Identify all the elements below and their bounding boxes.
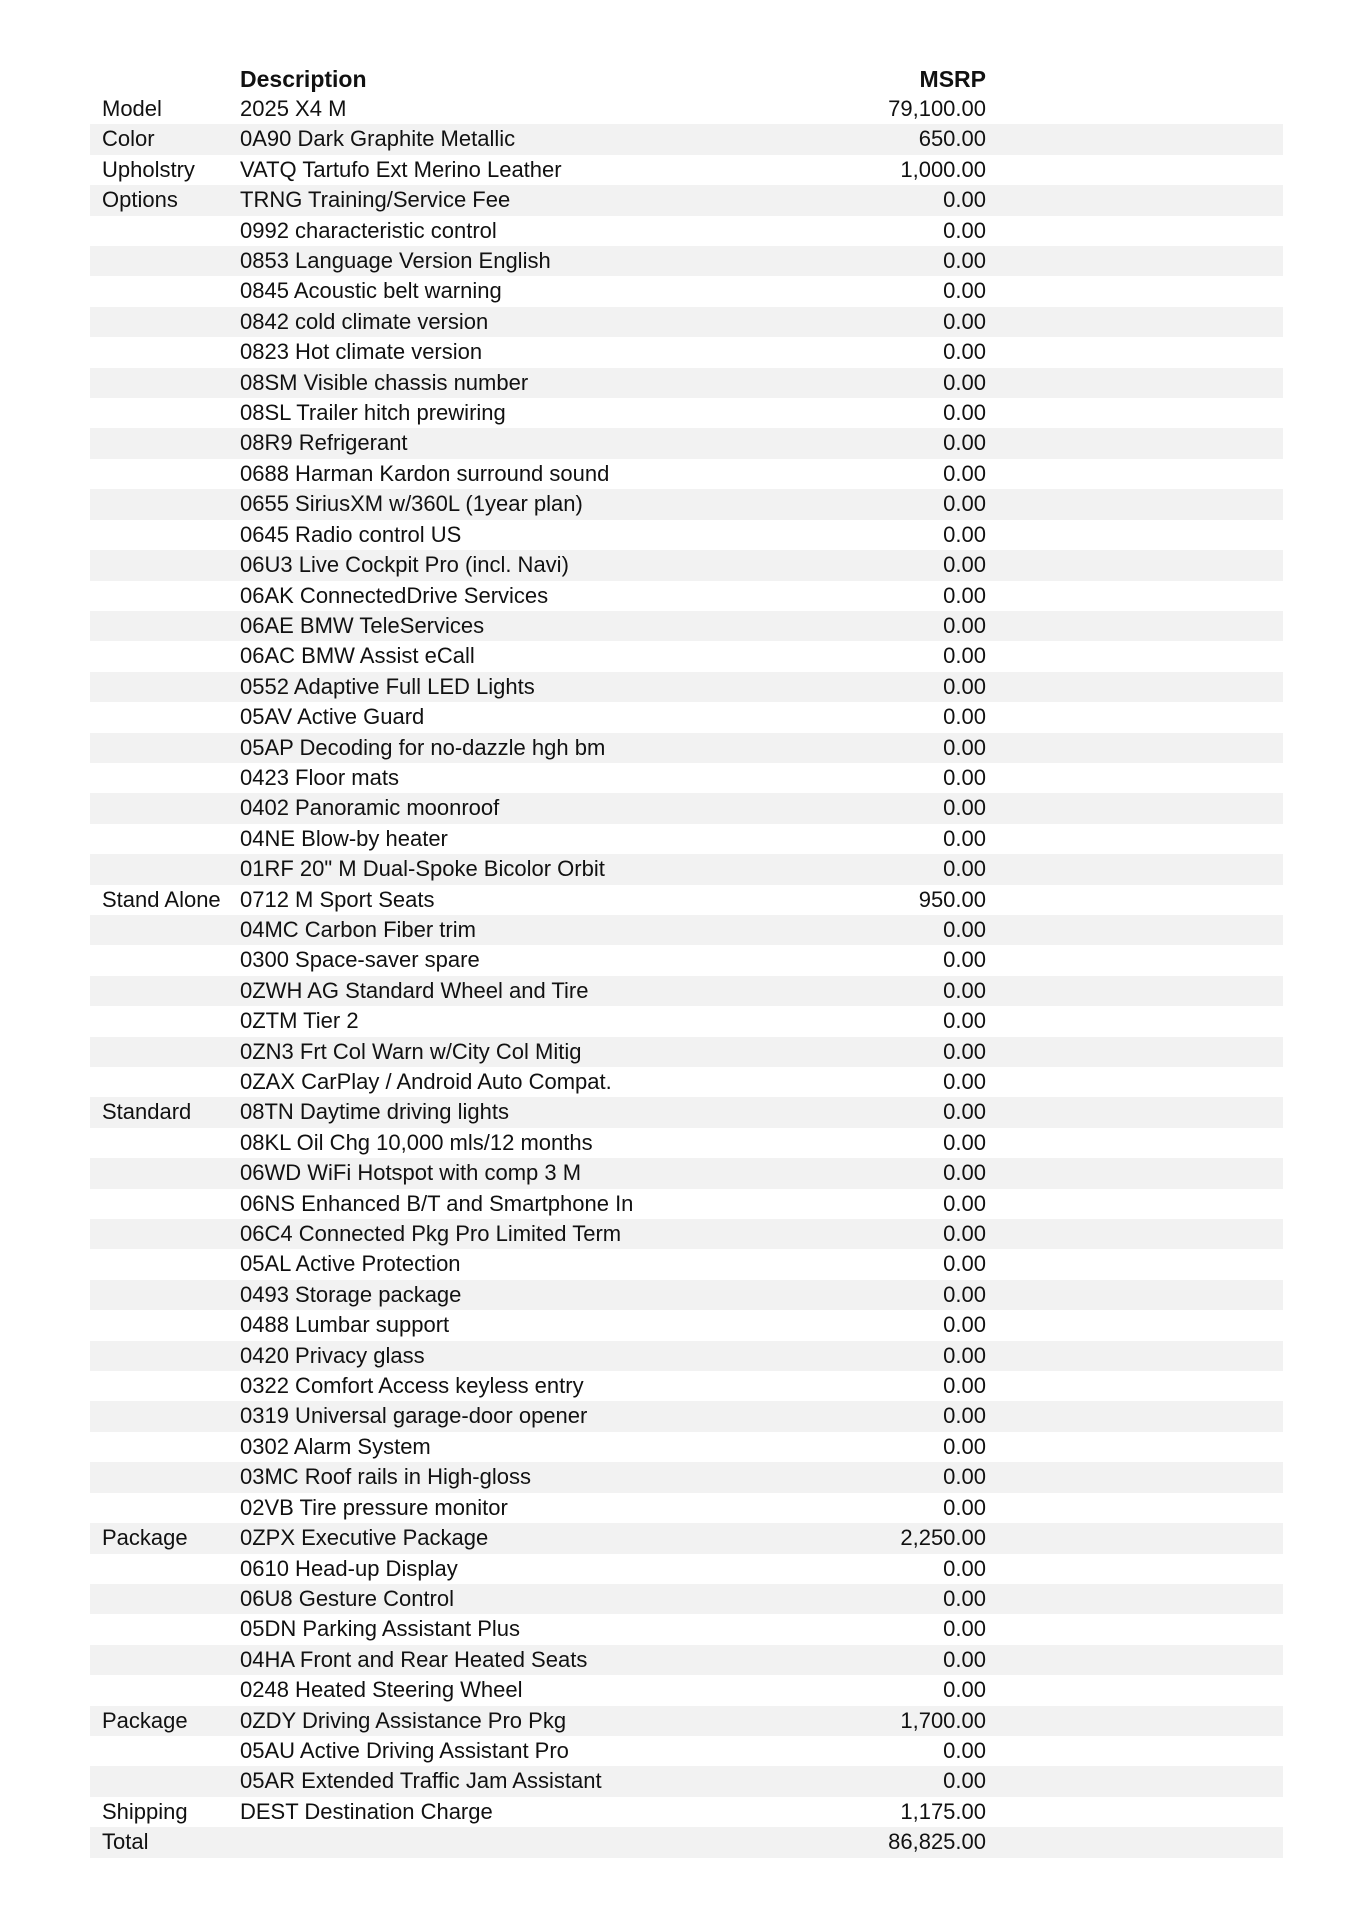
row-category: Shipping [102, 1798, 188, 1824]
table-row [90, 1462, 1283, 1492]
row-description: 0ZAX CarPlay / Android Auto Compat. [240, 1069, 612, 1094]
row-price: 0.00 [943, 1190, 986, 1216]
table-row [90, 1675, 1283, 1705]
row-description: 0655 SiriusXM w/360L (1year plan) [240, 491, 583, 517]
row-description: 0248 Heated Steering Wheel [240, 1677, 523, 1703]
row-price: 0.00 [943, 947, 986, 973]
row-description: 08SL Trailer hitch prewiring [240, 400, 506, 426]
row-price: 0.00 [943, 552, 986, 578]
table-row [90, 854, 1283, 884]
table-row [90, 1645, 1283, 1675]
table-row [90, 672, 1283, 702]
row-price: 0.00 [943, 1433, 986, 1459]
table-row [90, 459, 1283, 489]
table-row [90, 1584, 1283, 1614]
row-category: Total [102, 1829, 149, 1855]
table-row [90, 733, 1283, 763]
row-description: 06C4 Connected Pkg Pro Limited Term [240, 1221, 622, 1247]
table-row [90, 1401, 1283, 1431]
row-category: Stand Alone [102, 886, 221, 912]
row-price: 0.00 [943, 1038, 986, 1064]
table-row [90, 550, 1283, 580]
total-price: 86,825.00 [888, 1829, 986, 1855]
table-row [90, 1523, 1283, 1553]
table-row [90, 246, 1283, 276]
table-row [90, 1432, 1283, 1462]
table-row [90, 1280, 1283, 1310]
row-description: 0302 Alarm System [240, 1433, 431, 1459]
row-price: 0.00 [943, 1373, 986, 1399]
row-price: 79,100.00 [888, 96, 986, 121]
table-row [90, 915, 1283, 945]
row-description: 0A90 Dark Graphite Metallic [240, 126, 516, 152]
row-price: 0.00 [943, 369, 986, 395]
row-description: 0ZPX Executive Package [240, 1525, 489, 1551]
row-price: 0.00 [943, 704, 986, 730]
row-price: 0.00 [943, 825, 986, 851]
row-description: 0ZTM Tier 2 [240, 1008, 359, 1034]
table-row [90, 1037, 1283, 1067]
table-row [90, 94, 1283, 124]
table-row [90, 276, 1283, 306]
row-description: 05AL Active Protection [240, 1251, 461, 1277]
row-price: 0.00 [943, 916, 986, 942]
table-row [90, 520, 1283, 550]
row-price: 0.00 [943, 1494, 986, 1520]
row-description: 0823 Hot climate version [240, 339, 483, 365]
table-row [90, 398, 1283, 428]
row-price: 0.00 [943, 1099, 986, 1125]
table-row [90, 793, 1283, 823]
row-price: 0.00 [943, 460, 986, 486]
row-description: VATQ Tartufo Ext Merino Leather [240, 156, 562, 182]
row-price: 0.00 [943, 1251, 986, 1277]
row-description: TRNG Training/Service Fee [240, 187, 511, 213]
row-price: 1,700.00 [900, 1707, 986, 1733]
table-row [90, 885, 1283, 915]
table-row [90, 489, 1283, 519]
row-price: 0.00 [943, 339, 986, 365]
table-row [90, 1128, 1283, 1158]
row-price: 650.00 [918, 126, 986, 152]
row-price: 0.00 [943, 1737, 986, 1763]
row-price: 950.00 [918, 886, 986, 912]
row-description: 05AV Active Guard [240, 704, 425, 730]
table-row [90, 824, 1283, 854]
row-description: 0ZN3 Frt Col Warn w/City Col Mitig [240, 1038, 582, 1064]
row-description: 0992 characteristic control [240, 217, 497, 243]
table-row [90, 763, 1283, 793]
row-price: 0.00 [943, 582, 986, 608]
row-price: 0.00 [943, 643, 986, 669]
row-description: 08R9 Refrigerant [240, 430, 408, 456]
row-description: 04HA Front and Rear Heated Seats [240, 1646, 588, 1672]
table-row [90, 1249, 1283, 1279]
row-category: Model [102, 96, 162, 121]
row-price: 0.00 [943, 430, 986, 456]
table-row [90, 185, 1283, 215]
row-price: 0.00 [943, 217, 986, 243]
row-price: 0.00 [943, 1464, 986, 1490]
row-description: 0842 cold climate version [240, 308, 489, 334]
table-row [90, 611, 1283, 641]
row-description: 0ZWH AG Standard Wheel and Tire [240, 977, 589, 1003]
row-price: 0.00 [943, 521, 986, 547]
table-row [90, 1067, 1283, 1097]
row-price: 0.00 [943, 1221, 986, 1247]
row-price: 1,000.00 [900, 156, 986, 182]
row-description: 08TN Daytime driving lights [240, 1099, 509, 1125]
row-description: 0610 Head-up Display [240, 1555, 458, 1581]
row-price: 2,250.00 [900, 1525, 986, 1551]
row-price: 0.00 [943, 612, 986, 638]
row-description: 0845 Acoustic belt warning [240, 278, 502, 304]
table-row [90, 1158, 1283, 1188]
row-price: 0.00 [943, 1342, 986, 1368]
row-description: DEST Destination Charge [240, 1798, 493, 1824]
row-price: 1,175.00 [900, 1798, 986, 1824]
table-row [90, 1797, 1283, 1827]
row-description: 03MC Roof rails in High-gloss [240, 1464, 531, 1490]
row-description: 0853 Language Version English [240, 248, 551, 274]
row-description: 08KL Oil Chg 10,000 mls/12 months [240, 1129, 593, 1155]
table-row [90, 337, 1283, 367]
row-category: Package [102, 1707, 188, 1733]
table-row [90, 1097, 1283, 1127]
table-row [90, 1219, 1283, 1249]
table-row [90, 428, 1283, 458]
table-row [90, 1493, 1283, 1523]
row-description: 06U8 Gesture Control [240, 1585, 454, 1611]
row-price: 0.00 [943, 1677, 986, 1703]
row-price: 0.00 [943, 856, 986, 882]
row-description: 0488 Lumbar support [240, 1312, 450, 1338]
row-description: 2025 X4 M [240, 96, 347, 121]
row-price: 0.00 [943, 400, 986, 426]
row-price: 0.00 [943, 764, 986, 790]
row-price: 0.00 [943, 1646, 986, 1672]
row-price: 0.00 [943, 248, 986, 274]
row-description: 04NE Blow-by heater [240, 825, 448, 851]
row-price: 0.00 [943, 187, 986, 213]
table-header [90, 64, 1283, 94]
table-row [90, 1006, 1283, 1036]
row-description: 0300 Space-saver spare [240, 947, 480, 973]
row-description: 0423 Floor mats [240, 764, 399, 790]
row-description: 01RF 20" M Dual-Spoke Bicolor Orbit [240, 856, 605, 882]
row-description: 0420 Privacy glass [240, 1342, 425, 1368]
row-price: 0.00 [943, 1616, 986, 1642]
row-price: 0.00 [943, 734, 986, 760]
table-row [90, 307, 1283, 337]
row-category: Standard [102, 1099, 192, 1125]
table-row [90, 1189, 1283, 1219]
row-description: 06WD WiFi Hotspot with comp 3 M [240, 1160, 582, 1186]
row-price: 0.00 [943, 1403, 986, 1429]
table-row [90, 581, 1283, 611]
row-description: 0688 Harman Kardon surround sound [240, 460, 610, 486]
table-row [90, 945, 1283, 975]
row-description: 08SM Visible chassis number [240, 369, 529, 395]
row-description: 06AC BMW Assist eCall [240, 643, 475, 669]
row-description: 06NS Enhanced B/T and Smartphone In [240, 1190, 634, 1216]
table-row [90, 368, 1283, 398]
row-description: 05AP Decoding for no-dazzle hgh bm [240, 734, 606, 760]
table-row [90, 641, 1283, 671]
row-description: 0645 Radio control US [240, 521, 462, 547]
row-price: 0.00 [943, 673, 986, 699]
row-price: 0.00 [943, 1069, 986, 1094]
table-row [90, 1766, 1283, 1796]
table-row [90, 702, 1283, 732]
row-description: 0319 Universal garage-door opener [240, 1403, 588, 1429]
row-price: 0.00 [943, 795, 986, 821]
table-row [90, 216, 1283, 246]
table-row [90, 1736, 1283, 1766]
table-row [90, 1706, 1283, 1736]
row-category: Upholstry [102, 156, 195, 182]
row-price: 0.00 [943, 1768, 986, 1794]
row-price: 0.00 [943, 1281, 986, 1307]
table-row [90, 1310, 1283, 1340]
table-row [90, 976, 1283, 1006]
row-description: 05DN Parking Assistant Plus [240, 1616, 521, 1642]
row-price: 0.00 [943, 278, 986, 304]
description-column-header: Description [240, 66, 367, 92]
price-sheet [90, 64, 1283, 1858]
row-description: 0493 Storage package [240, 1281, 462, 1307]
table-row [90, 1614, 1283, 1644]
row-price: 0.00 [943, 1312, 986, 1338]
row-description: 0552 Adaptive Full LED Lights [240, 673, 535, 699]
row-price: 0.00 [943, 1555, 986, 1581]
row-category: Package [102, 1525, 188, 1551]
line-items-table [90, 94, 1283, 1858]
table-row [90, 155, 1283, 185]
row-price: 0.00 [943, 308, 986, 334]
row-price: 0.00 [943, 1585, 986, 1611]
row-description: 06AE BMW TeleServices [240, 612, 485, 638]
row-description: 06AK ConnectedDrive Services [240, 582, 549, 608]
row-description: 02VB Tire pressure monitor [240, 1494, 508, 1520]
row-description: 04MC Carbon Fiber trim [240, 916, 476, 942]
row-description: 0402 Panoramic moonroof [240, 795, 500, 821]
row-price: 0.00 [943, 491, 986, 517]
row-description: 0712 M Sport Seats [240, 886, 435, 912]
row-description: 0322 Comfort Access keyless entry [240, 1373, 584, 1399]
row-description: 0ZDY Driving Assistance Pro Pkg [240, 1707, 567, 1733]
msrp-column-header: MSRP [919, 66, 986, 92]
row-category: Options [102, 187, 178, 213]
table-row [90, 1341, 1283, 1371]
row-description: 05AR Extended Traffic Jam Assistant [240, 1768, 602, 1794]
row-category: Color [102, 126, 155, 152]
row-description: 05AU Active Driving Assistant Pro [240, 1737, 569, 1763]
row-price: 0.00 [943, 1160, 986, 1186]
row-price: 0.00 [943, 1008, 986, 1034]
table-row [90, 124, 1283, 154]
row-description: 06U3 Live Cockpit Pro (incl. Navi) [240, 552, 569, 578]
row-price: 0.00 [943, 1129, 986, 1155]
table-row [90, 1371, 1283, 1401]
row-price: 0.00 [943, 977, 986, 1003]
total-row [90, 1827, 1283, 1857]
table-row [90, 1554, 1283, 1584]
